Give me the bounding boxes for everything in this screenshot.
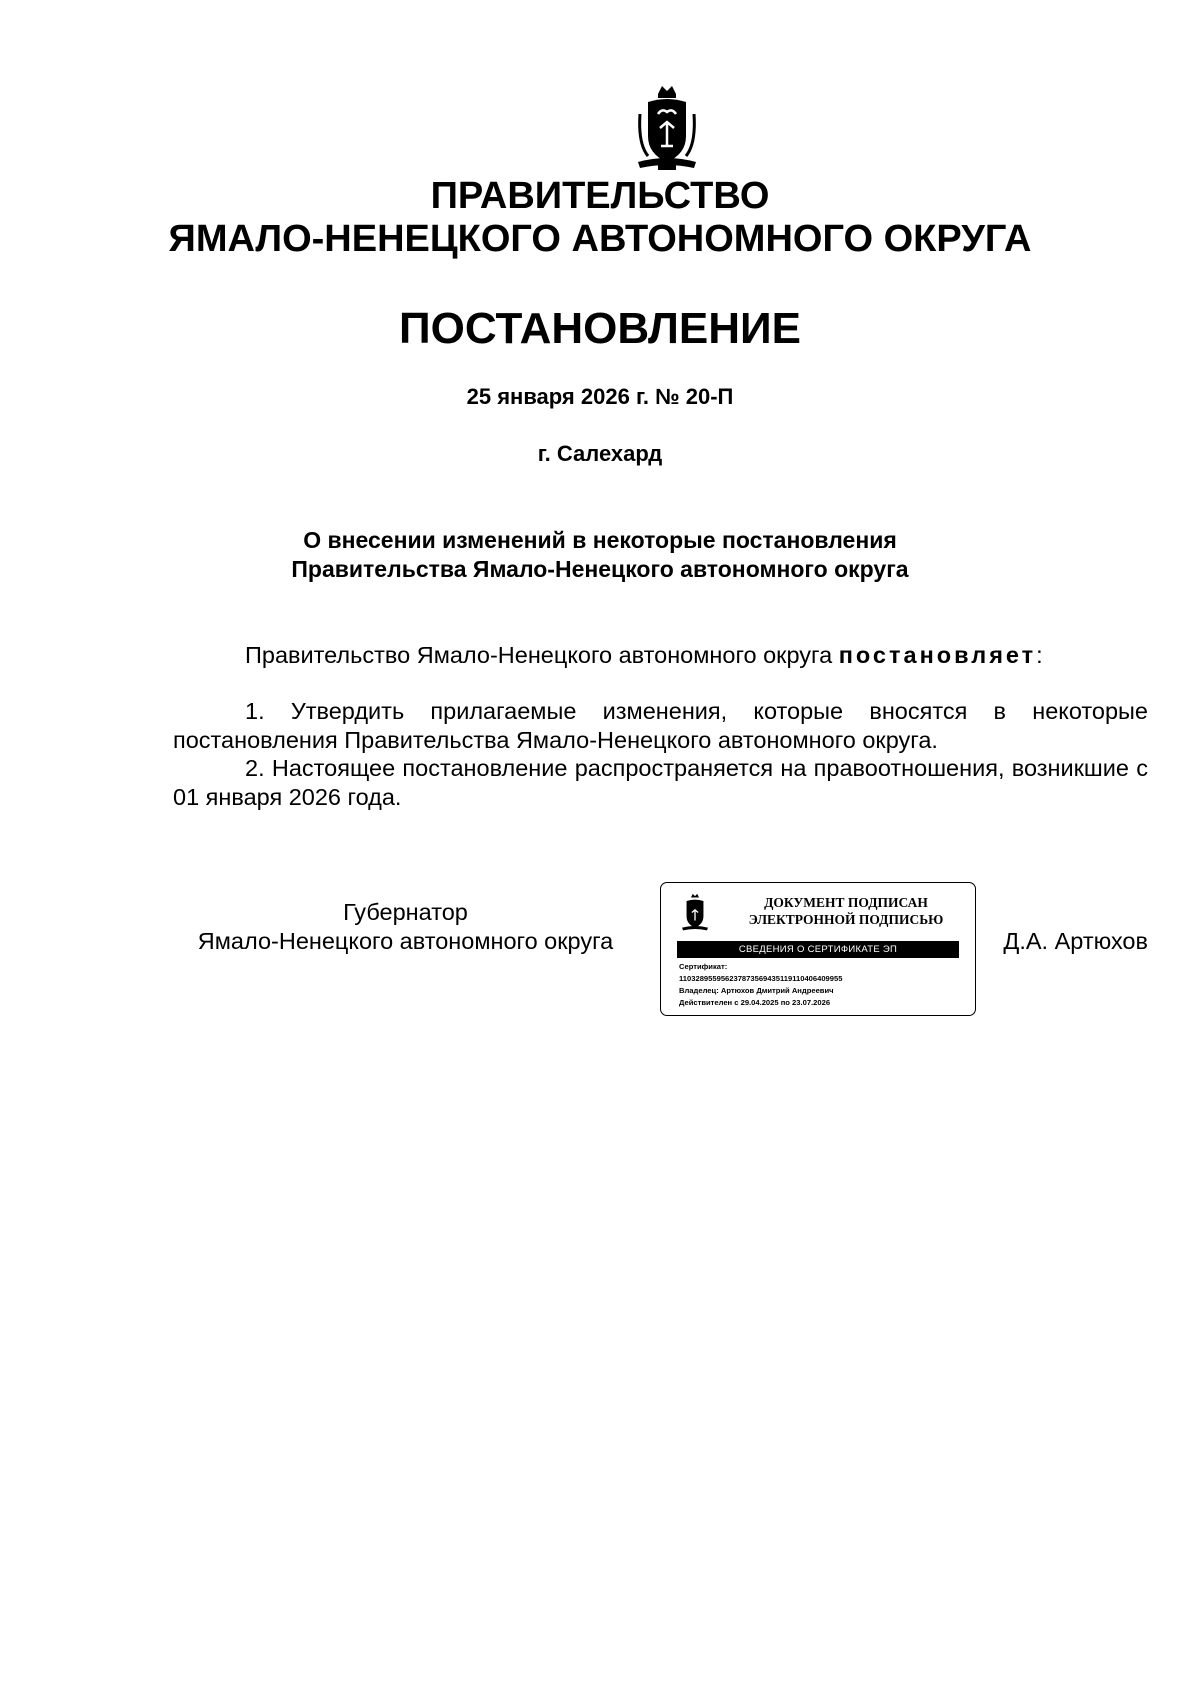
electronic-signature-stamp: [660, 882, 976, 1016]
preamble-paragraph: [173, 641, 1148, 670]
stamp-emblem: [681, 893, 709, 933]
coat-of-arms-icon: [636, 84, 698, 174]
org-name-line1: ПРАВИТЕЛЬСТВО: [430, 175, 770, 217]
stamp-validity: Действителен с 29.04.2025 по 23.07.2026: [679, 998, 831, 1007]
subject-line1: О внесении изменений в некоторые постановления: [303, 527, 897, 553]
signer-name: Д.А. Артюхов: [1003, 928, 1148, 954]
preamble-colon: :: [1036, 642, 1043, 668]
stamp-heading-line1: ДОКУМЕНТ ПОДПИСАН: [764, 895, 928, 910]
stamp-coat-of-arms-icon: [681, 893, 709, 933]
document-type-heading: ПОСТАНОВЛЕНИЕ: [398, 304, 802, 353]
stamp-heading-line2: ЭЛЕКТРОННОЙ ПОДПИСЬЮ: [748, 912, 944, 927]
preamble-keyword: постановляет: [838, 642, 1037, 668]
document-city: г. Салехард: [537, 441, 663, 466]
resolution-item-1: 1. Утвердить прилагаемые изменения, которые вносятся в некоторые постановления Правительства Ямало-Ненецкого автономного округа.: [173, 698, 1148, 753]
org-name-line2: ЯМАЛО-НЕНЕЦКОГО АВТОНОМНОГО ОКРУГА: [168, 218, 1032, 260]
signer-title-line1: Губернатор: [343, 899, 468, 925]
stamp-certificate-bar: СВЕДЕНИЯ О СЕРТИФИКАТЕ ЭП: [677, 941, 959, 958]
subject-line2: Правительства Ямало-Ненецкого автономного округа: [291, 556, 909, 582]
resolution-item-2: 2. Настоящее постановление распространяется на правоотношения, возникшие с 01 января 2026 года.: [173, 755, 1148, 810]
stamp-certificate-info: [679, 961, 964, 1009]
coat-of-arms-emblem: [636, 84, 698, 174]
stamp-owner: Владелец: Артюхов Дмитрий Андреевич: [679, 986, 834, 995]
stamp-cert-number: 110328955956237873569435119110406409955: [679, 974, 843, 983]
signer-title-line2: Ямало-Ненецкого автономного округа: [197, 927, 614, 954]
stamp-heading: [731, 894, 961, 928]
signer-title: [173, 898, 638, 955]
stamp-cert-label: Сертификат:: [679, 962, 728, 971]
preamble-text: Правительство Ямало-Ненецкого автономного округа: [245, 642, 833, 668]
document-date-number: 25 января 2026 г. № 20-П: [466, 384, 734, 409]
